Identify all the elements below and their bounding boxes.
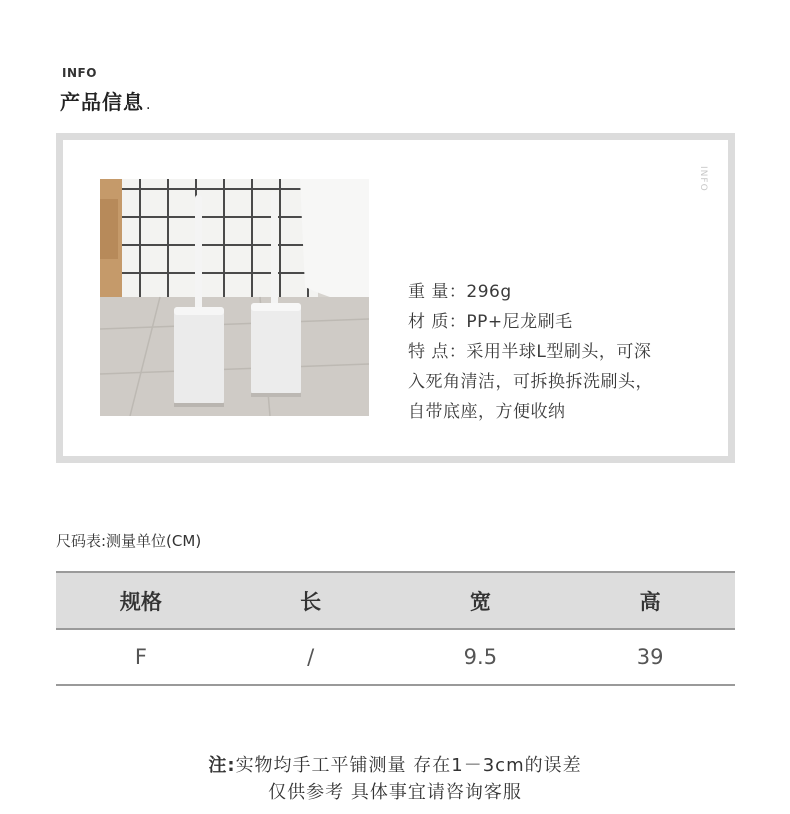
header-height: 高	[565, 572, 735, 629]
product-specs	[408, 277, 708, 427]
product-info-inner	[63, 140, 728, 456]
toilet-brush-illustration	[100, 179, 369, 416]
cell-height: 39	[565, 629, 735, 685]
section-title	[60, 86, 151, 115]
size-table-caption: 尺码表:测量单位(CM)	[56, 532, 202, 550]
product-photo	[100, 179, 369, 416]
table-row	[56, 629, 735, 685]
note-line-1-text: 实物均手工平铺测量 存在1－3cm的误差	[235, 755, 582, 776]
note-line-1	[0, 752, 790, 779]
header-width: 宽	[396, 572, 566, 629]
product-info-card	[56, 133, 735, 463]
section-title-text: 产品信息	[60, 90, 144, 114]
cell-length: /	[226, 629, 396, 685]
title-dot: .	[146, 97, 152, 113]
cell-width: 9.5	[396, 629, 566, 685]
size-table	[56, 571, 735, 686]
cell-spec: F	[56, 629, 226, 685]
header-spec: 规格	[56, 572, 226, 629]
info-label: INFO	[62, 66, 97, 80]
spec-material: 材 质：PP+尼龙刷毛	[408, 312, 573, 332]
spec-feature-1: 特 点：采用半球L型刷头，可深	[408, 342, 652, 362]
size-table-header-row	[56, 572, 735, 629]
note-label: 注:	[208, 755, 236, 776]
spec-weight: 重 量：296g	[408, 282, 512, 302]
header-length: 长	[226, 572, 396, 629]
vertical-info-label: INFO	[698, 166, 708, 192]
note-line-2: 仅供参考 具体事宜请咨询客服	[268, 782, 522, 803]
measurement-note	[0, 752, 790, 806]
spec-feature-2: 入死角清洁，可拆换拆洗刷头，	[408, 372, 653, 392]
spec-feature-3: 自带底座，方便收纳	[408, 402, 566, 422]
